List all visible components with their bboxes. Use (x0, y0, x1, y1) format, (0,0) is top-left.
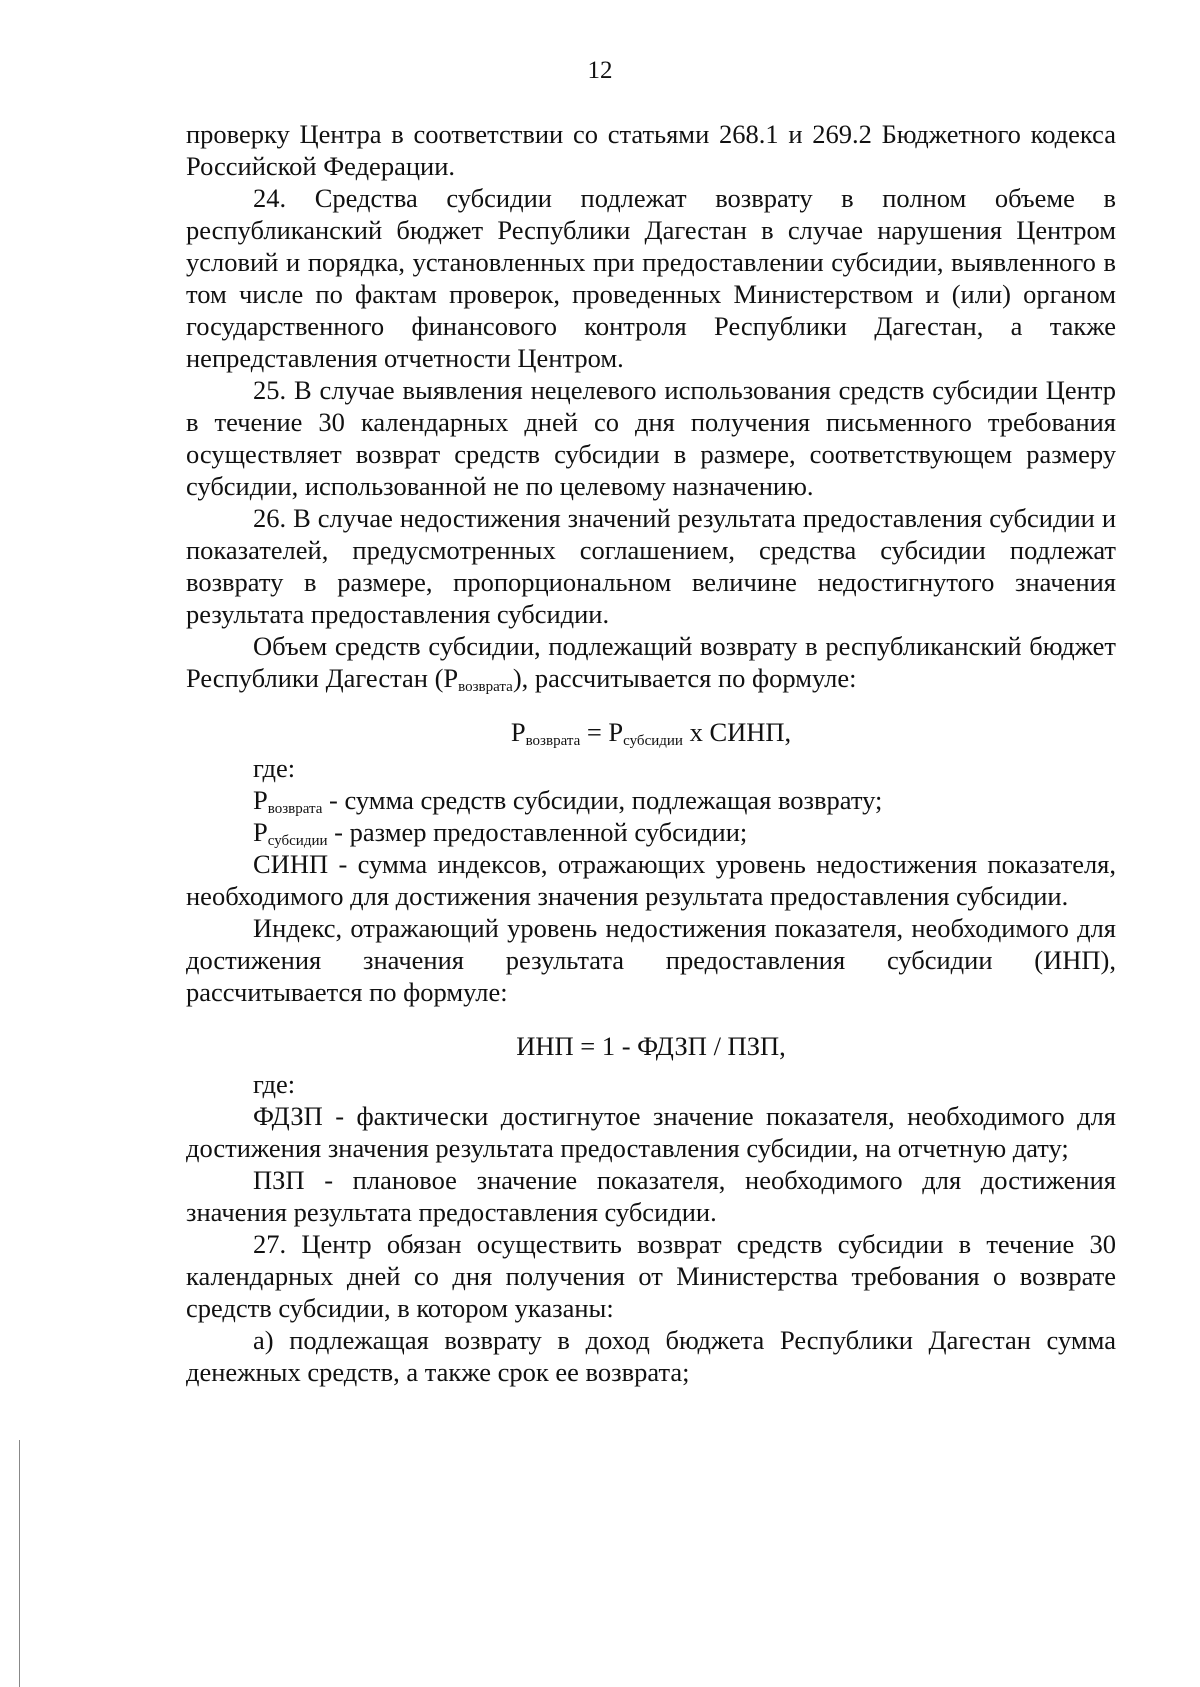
definition-fdzp: ФДЗП - фактически достигнутое значение показателя, необходимого для достижения значения результата предоставления субсидии, на отчетную дату; (186, 1101, 1116, 1163)
paragraph-continuation: проверку Центра в соответствии со статьями 268.1 и 269.2 Бюджетного кодекса Российской Федерации. (186, 119, 1116, 181)
def-return-symbol: Р (253, 785, 268, 815)
def-subsidy-text: - размер предоставленной субсидии; (327, 817, 748, 847)
paragraph-26: 26. В случае недостижения значений результата предоставления субсидии и показателей, предусмотренных соглашением, средства субсидии подлежат возврату в размере, пропорциональном величине недостигнутого значения результата предоставления субсидии. (186, 503, 1116, 629)
formula-mid: = Р (580, 717, 624, 747)
def-return-sub: возврата (267, 801, 323, 817)
where-label-2: где: (253, 1069, 296, 1099)
volume-text-start: Объем средств субсидии, подлежащий возврату в республиканский бюджет Республики Дагестан (Р (186, 631, 1116, 693)
document-body (186, 118, 1116, 1388)
paragraph-index: Индекс, отражающий уровень недостижения показателя, необходимого для достижения значения результата предоставления субсидии (ИНП), рассчитывается по формуле: (186, 913, 1116, 1007)
volume-subscript: возврата (458, 679, 513, 695)
formula-lhs-sub: возврата (525, 733, 581, 749)
formula-rhs: х СИНП, (682, 717, 792, 747)
definition-return (186, 784, 1116, 816)
where-label-1: где: (253, 753, 296, 783)
formula-inp: ИНП = 1 - ФДЗП / ПЗП, (516, 1031, 786, 1061)
definition-sinp: СИНП - сумма индексов, отражающих уровень недостижения показателя, необходимого для достижения значения результата предоставления субсидии. (186, 849, 1116, 911)
def-return-text: - сумма средств субсидии, подлежащая возврату; (322, 785, 883, 815)
paragraph-27: 27. Центр обязан осуществить возврат средств субсидии в течение 30 календарных дней со дня получения от Министерства требования о возврате средств субсидии, в котором указаны: (186, 1229, 1116, 1323)
page-number: 12 (587, 57, 613, 84)
formula-return (186, 716, 1116, 748)
paragraph-25: 25. В случае выявления нецелевого использования средств субсидии Центр в течение 30 календарных дней со дня получения письменного требования осуществляет возврат средств субсидии в размере, соответствующем размеру субсидии, использованной не по целевому назначению. (186, 375, 1116, 501)
paragraph-24: 24. Средства субсидии подлежат возврату в полном объеме в республиканский бюджет Республики Дагестан в случае нарушения Центром условий и порядка, установленных при предоставлении субсидии, выявленного в том числе по фактам проверок, проведенных Министерством и (или) органом государственного финансового контроля Республики Дагестан, а также непредставления отчетности Центром. (186, 183, 1116, 373)
scan-edge-line (19, 1440, 20, 1687)
definition-subsidy (186, 816, 1116, 848)
def-subsidy-sub: субсидии (267, 833, 328, 849)
def-subsidy-symbol: Р (253, 817, 268, 847)
paragraph-27a: а) подлежащая возврату в доход бюджета Республики Дагестан сумма денежных средств, а также срок ее возврата; (186, 1325, 1116, 1387)
paragraph-volume (186, 630, 1116, 694)
definition-pzp: ПЗП - плановое значение показателя, необходимого для достижения значения результата предоставления субсидии. (186, 1165, 1116, 1227)
formula-mid-sub: субсидии (623, 733, 683, 749)
formula-lhs: Р (510, 717, 526, 747)
volume-text-end: ), рассчитывается по формуле: (512, 663, 857, 693)
